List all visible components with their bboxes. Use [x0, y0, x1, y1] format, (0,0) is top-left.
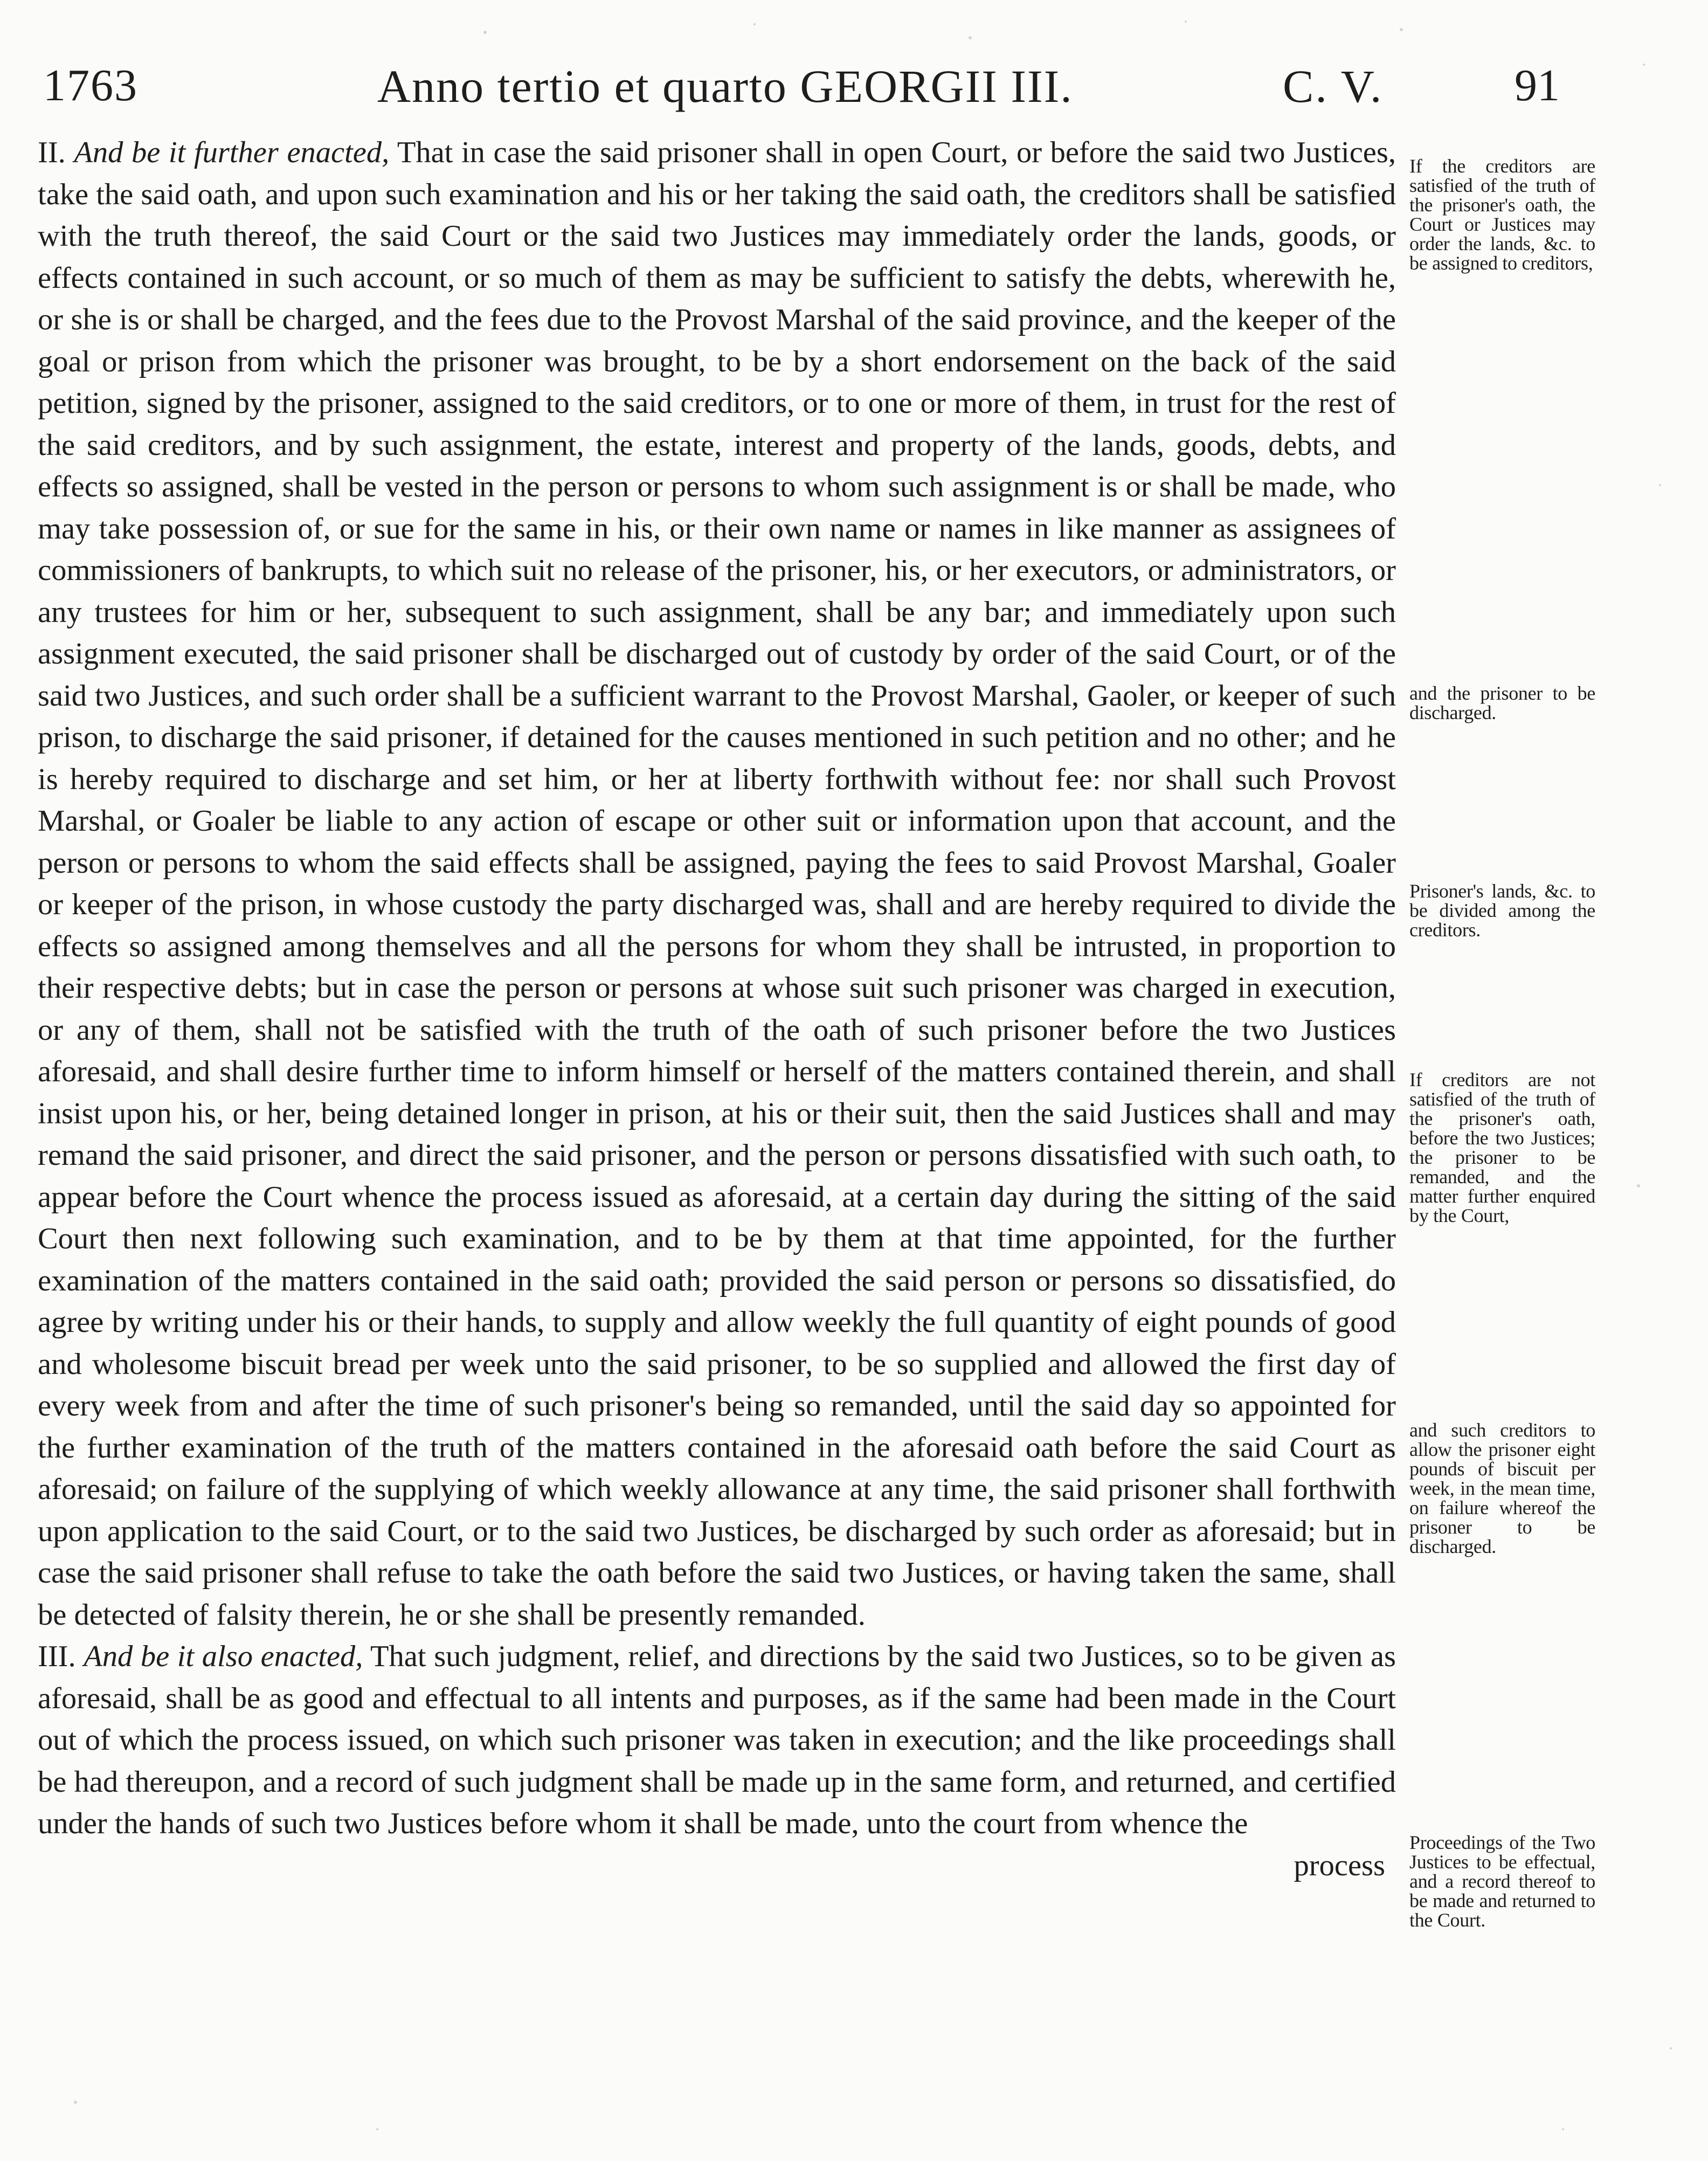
enacting-clause: And be it also enacted, [84, 1640, 363, 1673]
running-header [43, 59, 1585, 124]
catchword: process [1294, 1848, 1385, 1882]
page-number: 91 [1515, 60, 1560, 111]
header-chapter: C. V. [1283, 60, 1384, 112]
section-two [38, 132, 1396, 1636]
section-label: III. [38, 1640, 76, 1673]
enacting-clause: And be it further enacted, [74, 136, 390, 169]
margin-note: Prisoner's lands, &c. to be divided among the creditors. [1409, 880, 1595, 941]
header-title: Anno tertio et quarto GEORGII III. [377, 60, 1073, 112]
margin-note: and the prisoner to be discharged. [1409, 682, 1595, 723]
main-text [38, 132, 1396, 1887]
section-three [38, 1636, 1396, 1845]
section-text: That such judgment, relief, and directions by the said two Justices, so to be given as aforesaid, shall be as good and effectual to all intents and purposes, as if the same had been made in the Court out of which the process issued, on which such prisoner was taken in execution; and the like proceedings shall be had thereupon, and a record of such judgment shall be made up in the same form, and returned, and certified under the hands of such two Justices before whom it shall be made, unto the court from whence the [38, 1640, 1396, 1840]
margin-note: and such creditors to allow the prisoner eight pounds of biscuit per week, in the mean time, on failure whereof the prisoner to be discharged. [1409, 1419, 1595, 1557]
margin-note: If the creditors are satisfied of the truth of the prisoner's oath, the Court or Justices may order the lands, &c. to be assigned to creditors, [1409, 155, 1595, 274]
header-year: 1763 [43, 60, 138, 111]
margin-note: If creditors are not satisfied of the truth of the prisoner's oath, before the two Justices; the prisoner to be remanded, and the matter further enquired by the Court, [1409, 1069, 1595, 1226]
section-text: That in case the said prisoner shall in open Court, or before the said two Justices, take the said oath, and upon such examination and his or her taking the said oath, the creditors shall be satisfied with the truth thereof, the said Court or the said two Justices may immediately order the lands, goods, or effects contained in such account, or so much of them as may be sufficient to satisfy the debts, wherewith he, or she is or shall be charged, and the fees due to the Provost Marshal of the said province, and the keeper of the goal or prison from which the prisoner was brought, to be by a short endorsement on the back of the said petition, signed by the prisoner, assigned to the said creditors, or to one or more of them, in trust for the rest of the said creditors, and by such assignment, the estate, interest and property of the lands, goods, debts, and effects so assigned, shall be vested in the person or persons to whom such assignment is or shall be made, who may take possession of, or sue for the same in his, or their own name or names in like manner as assignees of commissioners of bankrupts, to which suit no release of the prisoner, his, or her executors, or administrators, or any trustees for him or her, subsequent to such assignment, shall be any bar; and immediately upon such assignment executed, the said prisoner shall be discharged out of custody by order of the said Court, or of the said two Justices, and such order shall be a sufficient warrant to the Provost Marshal, Gaoler, or keeper of such prison, to discharge the said prisoner, if detained for the causes mentioned in such petition and no other; and he is hereby required to discharge and set him, or her at liberty forthwith without fee: nor shall such Provost Marshal, or Goaler be liable to any action of escape or other suit or information upon that account, and the person or persons to whom the said effects shall be assigned, paying the fees to said Provost Marshal, Goaler or keeper of the prison, in whose custody the party discharged was, shall and are hereby required to divide the effects so assigned among themselves and all the persons for whom they shall be intrusted, in proportion to their respective debts; but in case the person or persons at whose suit such prisoner was charged in execution, or any of them, shall not be satisfied with the truth of the oath of such prisoner before the two Justices aforesaid, and shall desire further time to inform himself or herself of the matters contained therein, and shall insist upon his, or her, being detained longer in prison, at his or their suit, then the said Justices shall and may remand the said prisoner, and direct the said prisoner, and the person or persons dissatisfied with such oath, to appear before the Court whence the process issued as aforesaid, at a certain day during the sitting of the said Court then next following such examination, and to be by them at that time appointed, for the further examination of the matters contained in the said oath; provided the said person or persons so dissatisfied, do agree by writing under his or their hands, to supply and allow weekly the full quantity of eight pounds of good and wholesome biscuit bread per week unto the said prisoner, to be so supplied and allowed the first day of every week from and after the time of such prisoner's being so remanded, until the said day so appointed for the further examination of the truth of the matters contained in the aforesaid oath before the said Court as aforesaid; on failure of the supplying of which weekly allowance at any time, the said prisoner shall forthwith upon application to the said Court, or to the said two Justices, be discharged by such order as aforesaid; but in case the said prisoner shall refuse to take the oath before the said two Justices, or having taken the same, shall be detected of falsity therein, he or she shall be presently remanded. [38, 136, 1396, 1632]
margin-note: Proceedings of the Two Justices to be effectual, and a record thereof to be made and returned to the Court. [1409, 1832, 1595, 1931]
section-label: II. [38, 136, 66, 169]
